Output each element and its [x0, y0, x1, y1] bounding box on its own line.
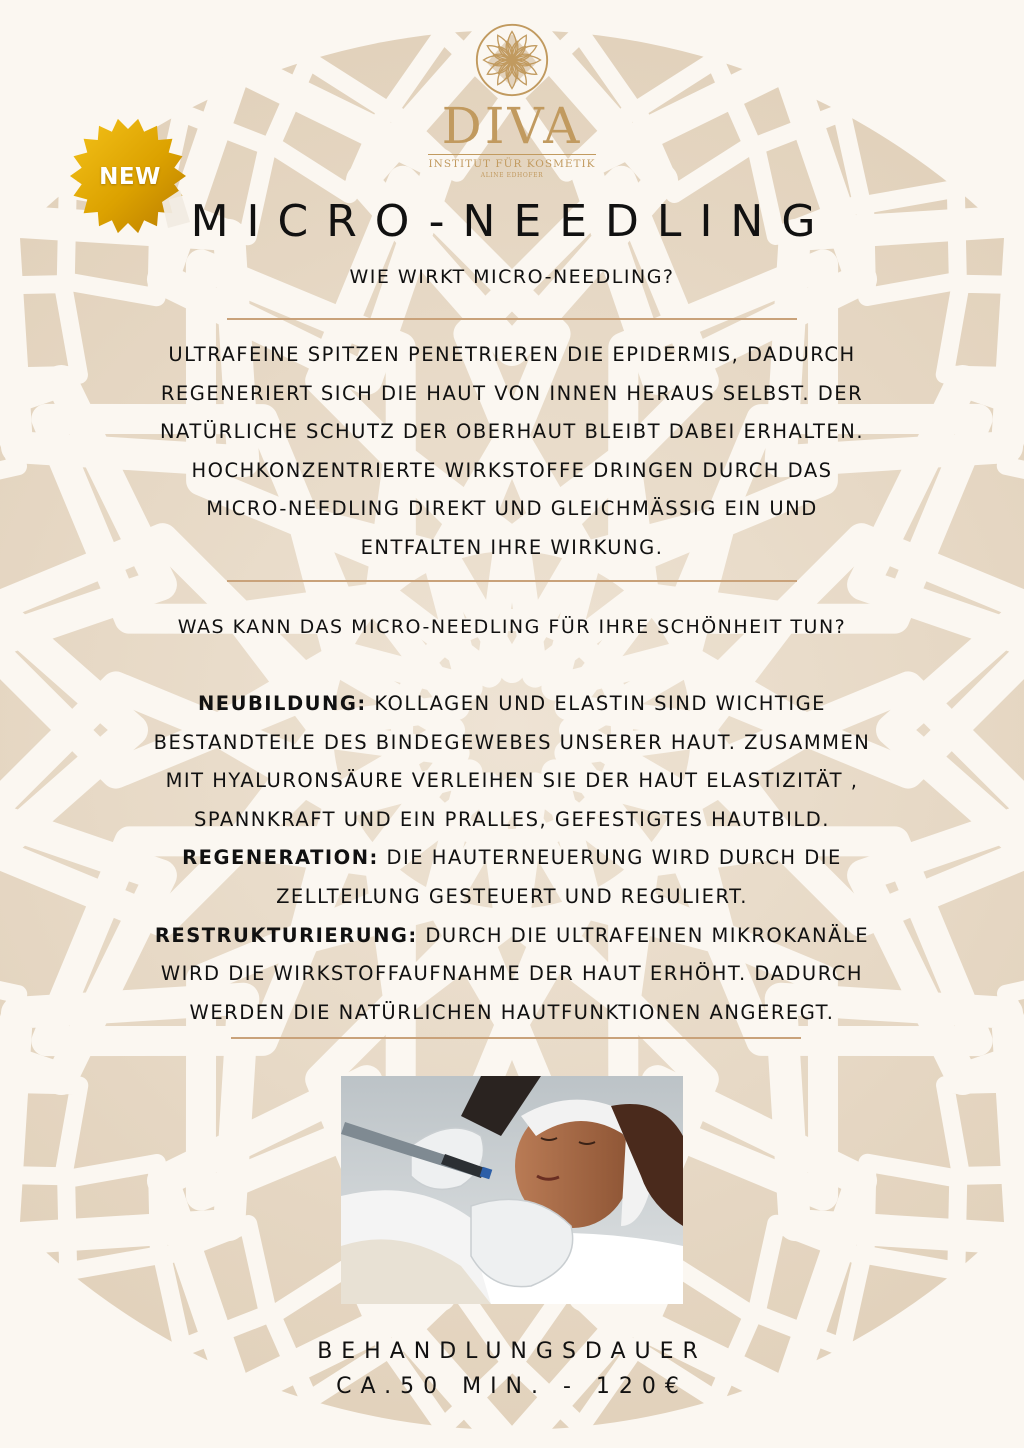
- treatment-photo: [341, 1076, 683, 1304]
- benefit-line: BESTANDTEILE DES BINDEGEWEBES UNSERER HAUT. ZUSAMMEN: [153, 730, 871, 754]
- benefit-term-regeneration: REGENERATION:: [182, 846, 379, 870]
- duration-label: BEHANDLUNGSDAUER: [317, 1339, 707, 1364]
- intro-line: ENTFALTEN IHRE WIRKUNG.: [360, 535, 664, 559]
- benefits-paragraph: [92, 685, 932, 1032]
- benefit-line: WIRD DIE WIRKSTOFFAUFNAHME DER HAUT ERHÖHT. DADURCH: [160, 962, 864, 986]
- section-heading-how: WIE WIRKT MICRO-NEEDLING?: [349, 266, 675, 288]
- benefit-term-restrukturierung: RESTRUKTURIERUNG:: [154, 923, 418, 947]
- benefit-term-neubildung: NEUBILDUNG:: [197, 692, 367, 715]
- brand-name: DIVA: [441, 97, 583, 155]
- intro-line: HOCHKONZENTRIERTE WIRKSTOFFE DRINGEN DURCH DAS: [191, 458, 833, 482]
- divider-bottom: [231, 1037, 801, 1039]
- lotus-logo-icon: [474, 22, 550, 98]
- section-heading-benefits: WAS KANN DAS MICRO-NEEDLING FÜR IHRE SCHÖNHEIT TUN?: [177, 616, 847, 638]
- benefit-line: NEUBILDUNG: KOLLAGEN UND ELASTIN SIND WICHTIGE: [197, 692, 827, 715]
- divider-top: [227, 318, 797, 320]
- intro-line: NATÜRLICHE SCHUTZ DER OBERHAUT BLEIBT DABEI ERHALTEN.: [159, 420, 865, 444]
- intro-paragraph: [92, 336, 932, 568]
- brand-logo: [412, 22, 612, 179]
- benefit-line: MIT HYALURONSÄURE VERLEIHEN SIE DER HAUT ELASTIZITÄT ,: [165, 769, 859, 793]
- brand-owner: ALINE EDHOFER: [480, 172, 544, 179]
- page-title: MICRO-NEEDLING: [190, 196, 834, 247]
- benefit-line: RESTRUKTURIERUNG: DURCH DIE ULTRAFEINEN MIKROKANÄLE: [154, 923, 870, 947]
- new-label: NEW: [99, 164, 161, 190]
- benefit-line: REGENERATION: DIE HAUTERNEUERUNG WIRD DURCH DIE: [182, 846, 842, 870]
- intro-line: MICRO-NEEDLING DIREKT UND GLEICHMÄSSIG EIN UND: [206, 497, 818, 521]
- benefit-line: WERDEN DIE NATÜRLICHEN HAUTFUNKTIONEN ANGEREGT.: [189, 1000, 835, 1024]
- intro-line: REGENERIERT SICH DIE HAUT VON INNEN HERAUS SELBST. DER: [160, 381, 864, 405]
- intro-line: ULTRAFEINE SPITZEN PENETRIEREN DIE EPIDERMIS, DADURCH: [168, 343, 856, 366]
- benefit-line: ZELLTEILUNG GESTEUERT UND REGULIERT.: [276, 884, 748, 908]
- benefit-line: SPANNKRAFT UND EIN PRALLES, GEFESTIGTES HAUTBILD.: [193, 807, 830, 831]
- divider-middle: [227, 580, 797, 582]
- duration-block: [0, 1334, 1024, 1404]
- brand-subtitle: INSTITUT FÜR KOSMETIK: [428, 154, 595, 170]
- duration-value: CA.50 MIN. - 120€: [336, 1374, 688, 1399]
